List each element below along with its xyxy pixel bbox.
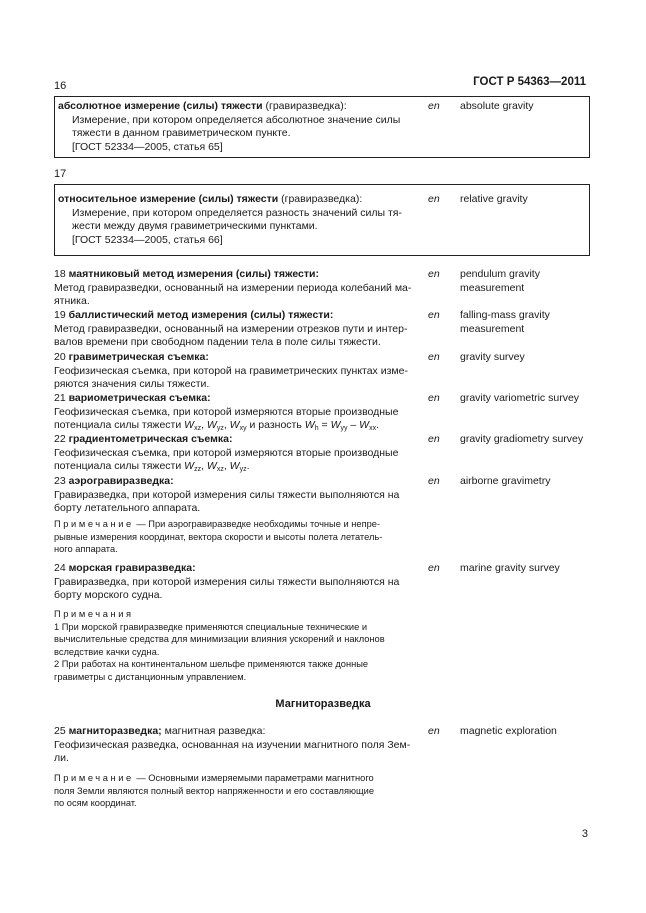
separator: , xyxy=(223,419,230,432)
english-term-line: measurement xyxy=(460,322,525,335)
definition-line: Метод гравиразведки, основанный на измерении отрезков пути и интер- xyxy=(54,322,408,335)
punctuation: . xyxy=(246,460,250,473)
symbol: W xyxy=(304,419,315,432)
english-term: absolute gravity xyxy=(460,100,534,112)
english-term: marine gravity survey xyxy=(460,562,560,574)
symbol: W xyxy=(184,419,195,432)
note-text: по осям координат. xyxy=(54,798,137,809)
term-synonym: магнитная разведка: xyxy=(161,725,266,737)
entry-number: 20 xyxy=(54,351,66,363)
term-domain: (гравиразведка): xyxy=(278,193,363,205)
note-text: 1 При морской гравиразведке применяются специальные технические и xyxy=(54,621,368,632)
page-number: 3 xyxy=(581,828,588,840)
symbol: W xyxy=(206,460,217,473)
lang-code: en xyxy=(428,725,440,737)
english-term: gravity survey xyxy=(460,351,525,363)
separator: , xyxy=(201,460,207,473)
english-term-line: falling-mass gravity xyxy=(460,309,550,321)
lang-code: en xyxy=(428,309,440,321)
english-term: gravity variometric survey xyxy=(460,392,580,404)
definition-line: Геофизическая разведка, основанная на изучении магнитного поля Зем- xyxy=(54,738,411,751)
symbol: W xyxy=(359,419,370,432)
english-term-line: measurement xyxy=(460,281,525,294)
entry-number: 25 xyxy=(54,725,66,737)
definition-line: Метод гравиразведки, основанный на измерении периода колебаний ма- xyxy=(54,281,412,294)
subscript: yy xyxy=(340,425,348,433)
standard-number: ГОСТ Р 54363—2011 xyxy=(473,76,586,88)
definition-line: Геофизическая съемка, при которой на гравиметрических пунктах изме- xyxy=(54,364,408,377)
definition-line: ли. xyxy=(54,752,69,765)
symbol: W xyxy=(229,419,240,432)
term: магниторазведка; xyxy=(68,725,162,737)
note-text: 2 При работах на континентальном шельфе применяются также донные xyxy=(54,659,369,670)
lang-code: en xyxy=(428,193,440,205)
note-text: поля Земли являются полный вектор напряженности и его составляющие xyxy=(54,785,375,796)
lang-code: en xyxy=(428,268,440,280)
note-text: ного аппарата. xyxy=(54,544,118,555)
definition-line: жести между двумя гравиметрическими пунктами. xyxy=(72,220,318,233)
english-term: gravity gradiometry survey xyxy=(460,433,584,445)
operator: – xyxy=(347,419,360,432)
symbol: W xyxy=(330,419,341,432)
separator: , xyxy=(201,419,207,432)
term-definition xyxy=(58,193,418,247)
term: морская гравиразведка: xyxy=(68,562,196,574)
subscript: xx xyxy=(369,425,377,433)
term: относительное измерение (силы) тяжести xyxy=(58,193,279,205)
entry-number: 22 xyxy=(54,433,66,445)
definition-text: потенциала силы тяжести xyxy=(54,419,185,432)
term-domain: (гравиразведка): xyxy=(262,100,347,112)
definition-line: Измерение, при котором определяется разность значений силы тя- xyxy=(72,206,402,219)
english-term: magnetic exploration xyxy=(460,725,557,737)
notes-label: Примечания xyxy=(54,609,134,619)
subscript: xz xyxy=(216,466,224,474)
definition-line: ряются значения силы тяжести. xyxy=(54,378,210,391)
term: аэрогравиразведка: xyxy=(68,475,174,487)
lang-code: en xyxy=(428,351,440,363)
subscript: h xyxy=(314,425,319,433)
term-definition xyxy=(54,392,414,436)
term-definition xyxy=(54,351,414,392)
term: баллистический метод измерения (силы) тяжести: xyxy=(68,309,334,321)
note-text: — При аэрогравиразведке необходимы точные и непре- xyxy=(133,519,381,529)
section-title: Магниторазведка xyxy=(275,698,371,710)
term-definition xyxy=(54,433,414,477)
definition-line: Геофизическая съемка, при которой измеряются вторые производные xyxy=(54,405,399,418)
lang-code: en xyxy=(428,475,440,487)
definition-line: Гравиразведка, при которой измерения силы тяжести выполняются на xyxy=(54,488,400,501)
lang-code: en xyxy=(428,392,440,404)
note-text: вследствие качки судна. xyxy=(54,646,160,657)
entry-number: 23 xyxy=(54,475,66,487)
reference: [ГОСТ 52334—2005, статья 65] xyxy=(72,140,223,153)
definition-text: и разность xyxy=(246,419,305,432)
symbol: W xyxy=(229,460,240,473)
note xyxy=(54,518,414,556)
definition-line: Гравиразведка, при которой измерения силы тяжести выполняются на xyxy=(54,575,400,588)
note-text: — Основными измеряемыми параметрами магнитного xyxy=(133,773,374,783)
english-term: airborne gravimetry xyxy=(460,475,551,487)
definition-line: валов времени при свободном падении тела в поле силы тяжести. xyxy=(54,336,381,349)
english-term xyxy=(460,268,540,295)
notes-block xyxy=(54,608,414,684)
term: градиентометрическая съемка: xyxy=(68,433,233,445)
subscript: zz xyxy=(194,466,202,474)
english-term-line: pendulum gravity xyxy=(460,268,540,280)
lang-code: en xyxy=(428,562,440,574)
entry-number: 24 xyxy=(54,562,66,574)
entry-number: 18 xyxy=(54,268,66,280)
entry-number: 17 xyxy=(54,168,67,180)
note-text: гравиметры с дистанционным управлением. xyxy=(54,671,247,682)
term: гравиметрическая съемка: xyxy=(68,351,209,363)
term-definition xyxy=(54,268,414,309)
definition-line: борту морского судна. xyxy=(54,589,163,602)
note-label: Примечание xyxy=(54,773,134,783)
definition-line: тяжести в данном гравиметрическом пункте. xyxy=(72,127,291,140)
definition-line: Геофизическая съемка, при которой измеряются вторые производные xyxy=(54,446,399,459)
separator: , xyxy=(223,460,230,473)
term-definition xyxy=(54,562,414,603)
note xyxy=(54,772,414,810)
definition-line: ятника. xyxy=(54,295,90,308)
term-definition xyxy=(58,100,418,154)
operator: = xyxy=(318,419,331,432)
reference: [ГОСТ 52334—2005, статья 66] xyxy=(72,233,223,246)
subscript: yz xyxy=(239,466,247,474)
symbol: W xyxy=(184,460,195,473)
term-definition xyxy=(54,475,414,516)
note-text: вычислительные средства для минимизации влияния ускорений и наклонов xyxy=(54,634,385,645)
term: маятниковый метод измерения (силы) тяжести: xyxy=(68,268,319,280)
term: вариометрическая съемка: xyxy=(68,392,211,404)
subscript: yz xyxy=(216,425,224,433)
definition-text: потенциала силы тяжести xyxy=(54,460,185,473)
note-label: Примечание xyxy=(54,519,134,529)
note-text: рывные измерения координат, вектора скорости и высоты полета летатель- xyxy=(54,531,383,542)
definition-line: борту летательного аппарата. xyxy=(54,502,201,515)
term-definition xyxy=(54,309,414,350)
subscript: xz xyxy=(194,425,202,433)
definition-line: Измерение, при котором определяется абсолютное значение силы xyxy=(72,113,401,126)
english-term xyxy=(460,309,550,336)
english-term: relative gravity xyxy=(460,193,528,205)
lang-code: en xyxy=(428,433,440,445)
term: абсолютное измерение (силы) тяжести xyxy=(58,100,263,112)
subscript: xy xyxy=(239,425,247,433)
punctuation: . xyxy=(376,419,380,432)
entry-number: 21 xyxy=(54,392,66,404)
term-definition xyxy=(54,725,414,766)
symbol: W xyxy=(206,419,217,432)
lang-code: en xyxy=(428,100,440,112)
entry-number: 19 xyxy=(54,309,66,321)
entry-number: 16 xyxy=(54,80,67,92)
